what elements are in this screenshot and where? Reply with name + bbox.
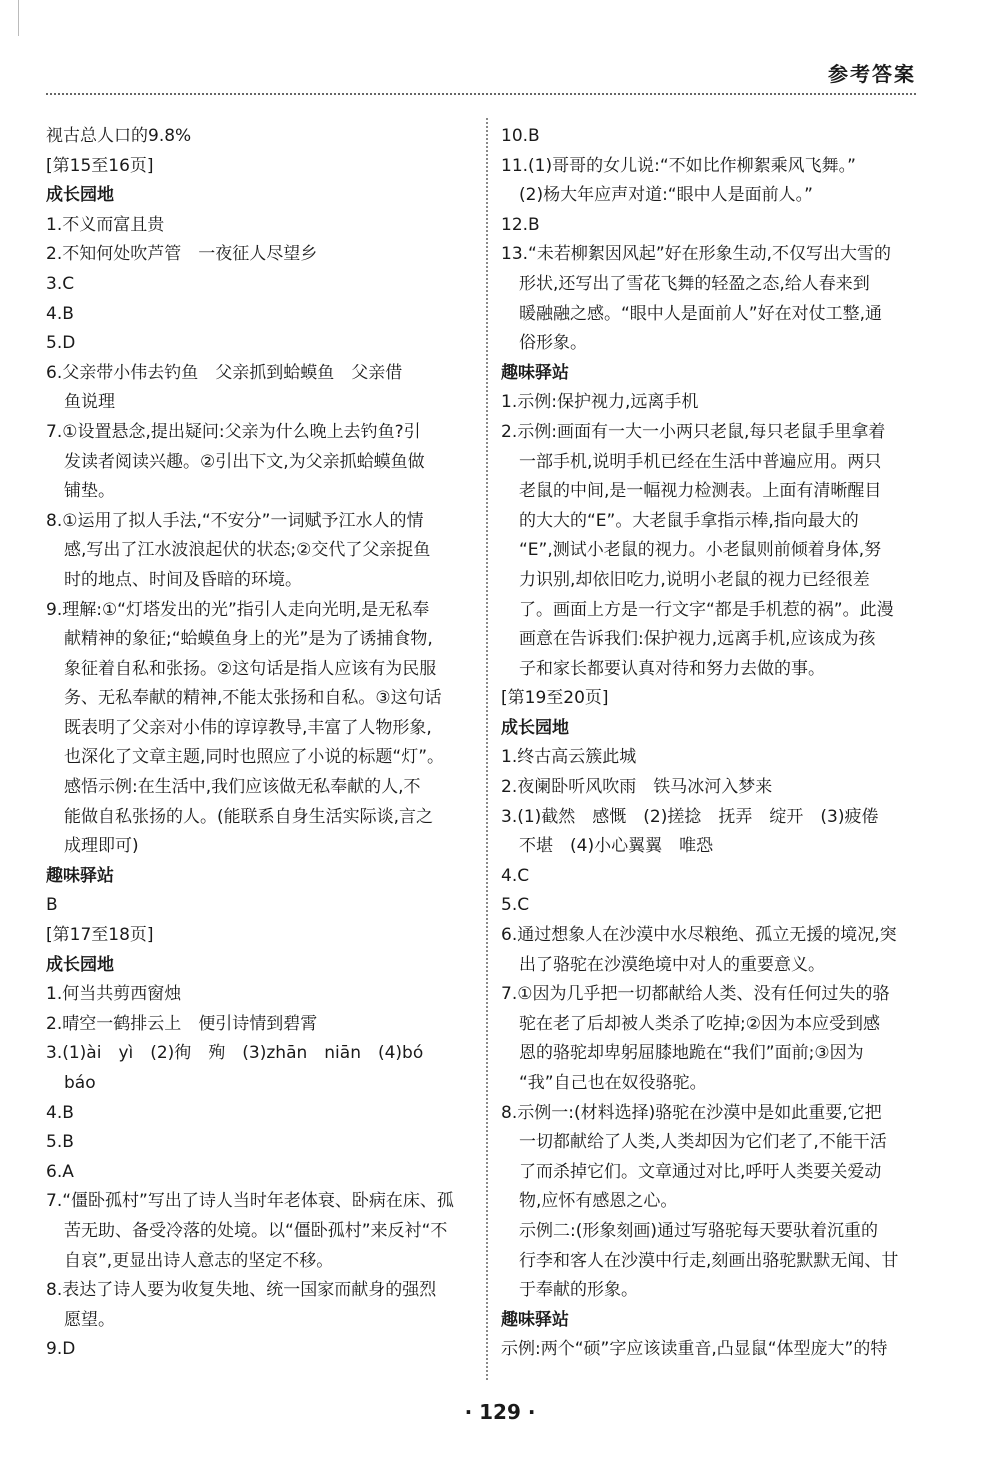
answer-line: 4.B xyxy=(46,303,74,324)
answer-line: 2.晴空一鹤排云上 便引诗情到碧霄 xyxy=(46,1013,318,1034)
section-heading: 趣味驿站 xyxy=(501,362,569,383)
answer-line: 苦无助、备受冷落的处境。以“僵卧孤村”来反衬“不 xyxy=(64,1220,448,1241)
column-divider xyxy=(486,118,488,1380)
answer-line: 不堪 (4)小心翼翼 唯恐 xyxy=(519,836,714,857)
answer-line: 3.(1)截然 感慨 (2)搓捻 抚弄 绽开 (3)疲倦 xyxy=(501,806,879,827)
answer-line: 既表明了父亲对小伟的谆谆教导,丰富了人物形象, xyxy=(64,717,432,738)
answer-line: 4.B xyxy=(46,1102,74,1123)
answer-line: 了而杀掉它们。文章通过对比,呼吁人类要关爱动 xyxy=(519,1161,882,1182)
left-column xyxy=(46,122,471,1365)
page-number: · 129 · xyxy=(464,1400,536,1424)
answer-line: 恩的骆驼却卑躬屈膝地跪在“我们”面前;③因为 xyxy=(519,1043,864,1064)
answer-line: 4.C xyxy=(501,865,530,886)
answer-line: 俗形象。 xyxy=(519,333,587,354)
answer-line: 示例:两个“硕”字应该读重音,凸显鼠“体型庞大”的特 xyxy=(501,1339,888,1360)
answer-line: 2.夜阑卧听风吹雨 铁马冰河入梦来 xyxy=(501,777,773,798)
answer-line: 能做自私张扬的人。(能联系自身生活实际谈,言之 xyxy=(64,806,434,827)
answer-line: 一切都献给了人类,人类却因为它们老了,不能干活 xyxy=(519,1132,887,1153)
answer-line: 1.示例:保护视力,远离手机 xyxy=(501,392,699,413)
page-range-label: [第17至18页] xyxy=(46,925,154,946)
answer-line: 1.何当共剪西窗烛 xyxy=(46,984,182,1005)
answer-line: 愿望。 xyxy=(64,1309,115,1330)
section-heading: 成长园地 xyxy=(46,954,114,975)
answer-line: (2)杨大年应声对道:“眼中人是面前人。” xyxy=(519,185,813,206)
answer-line: 9.理解:①“灯塔发出的光”指引人走向光明,是无私奉 xyxy=(46,599,430,620)
answer-line: 行李和客人在沙漠中行走,刻画出骆驼默默无闻、甘 xyxy=(519,1250,899,1271)
answer-line: 了。画面上方是一行文字“都是手机惹的祸”。此漫 xyxy=(519,599,894,620)
answer-line: 6.通过想象人在沙漠中水尽粮绝、孤立无援的境况,突 xyxy=(501,925,897,946)
answer-line: 8.表达了诗人要为收复失地、统一国家而献身的强烈 xyxy=(46,1280,437,1301)
section-heading: 成长园地 xyxy=(501,717,569,738)
answer-line: 成理即可) xyxy=(64,836,139,857)
answer-line: 视古总人口的9.8% xyxy=(46,126,192,146)
answer-line: “E”,测试小老鼠的视力。小老鼠则前倾着身体,努 xyxy=(519,540,882,561)
section-heading: 趣味驿站 xyxy=(501,1309,569,1330)
answer-line: 3.(1)ài yì (2)徇 殉 (3)zhān niān (4)bó xyxy=(46,1043,424,1064)
answer-line: 子和家长都要认真对待和努力去做的事。 xyxy=(519,658,825,679)
answer-line: 出了骆驼在沙漠绝境中对人的重要意义。 xyxy=(519,954,825,975)
answer-line: 13.“未若柳絮因风起”好在形象生动,不仅写出大雪的 xyxy=(501,244,892,265)
crop-mark xyxy=(18,0,19,36)
answer-line: 老鼠的中间,是一幅视力检测表。上面有清晰醒目 xyxy=(519,481,882,502)
answer-line: 5.D xyxy=(46,333,76,354)
answer-line: 献精神的象征;“蛤蟆鱼身上的光”是为了诱捕食物, xyxy=(64,629,433,650)
answer-line: 9.D xyxy=(46,1339,76,1360)
answer-line: 于奉献的形象。 xyxy=(519,1280,638,1301)
answer-line: 物,应怀有感恩之心。 xyxy=(519,1191,678,1212)
answer-line: 发读者阅读兴趣。②引出下文,为父亲抓蛤蟆鱼做 xyxy=(64,451,425,472)
header-title: 参考答案 xyxy=(828,62,916,86)
answer-line: 8.示例一:(材料选择)骆驼在沙漠中是如此重要,它把 xyxy=(501,1102,882,1123)
answer-line: 2.不知何处吹芦管 一夜征人尽望乡 xyxy=(46,244,318,265)
answer-line: báo xyxy=(64,1073,96,1093)
answer-line: 力识别,却依旧吃力,说明小老鼠的视力已经很差 xyxy=(519,569,870,590)
answer-line: 鱼说理 xyxy=(64,392,115,413)
answer-line: 画意在告诉我们:保护视力,远离手机,应该成为孩 xyxy=(519,629,876,650)
answer-line: B xyxy=(46,895,58,916)
answer-line: 感,写出了江水波浪起伏的状态;②交代了父亲捉鱼 xyxy=(64,540,431,561)
answer-line: 12.B xyxy=(501,214,540,235)
answer-line: 7.①设置悬念,提出疑问:父亲为什么晚上去钓鱼?引 xyxy=(46,421,421,442)
answer-line: 1.终古高云簇此城 xyxy=(501,747,637,768)
page-range-label: [第19至20页] xyxy=(501,688,609,709)
answer-line: “我”自己也在奴役骆驼。 xyxy=(519,1073,707,1093)
answer-line: 5.B xyxy=(46,1132,74,1153)
page-range-label: [第15至16页] xyxy=(46,155,154,176)
answer-line: 10.B xyxy=(501,126,540,146)
answer-line: 6.父亲带小伟去钓鱼 父亲抓到蛤蟆鱼 父亲借 xyxy=(46,362,403,383)
answer-line: 7.“僵卧孤村”写出了诗人当时年老体衰、卧病在床、孤 xyxy=(46,1191,454,1212)
answer-line: 5.C xyxy=(501,895,530,916)
answer-line: 时的地点、时间及昏暗的环境。 xyxy=(64,569,302,590)
answer-line: 11.(1)哥哥的女儿说:“不如比作柳絮乘风飞舞。” xyxy=(501,155,856,176)
right-column xyxy=(501,122,921,1365)
answer-line: 6.A xyxy=(46,1161,74,1182)
header-divider xyxy=(46,93,916,95)
section-heading: 成长园地 xyxy=(46,185,114,206)
answer-line: 象征着自私和张扬。②这句话是指人应该有为民服 xyxy=(64,658,437,679)
answer-line: 1.不义而富且贵 xyxy=(46,214,165,235)
answer-line: 务、无私奉献的精神,不能太张扬和自私。③这句话 xyxy=(64,688,442,709)
answer-line: 自哀”,更显出诗人意志的坚定不移。 xyxy=(64,1250,334,1271)
answer-line: 示例二:(形象刻画)通过写骆驼每天要驮着沉重的 xyxy=(519,1220,878,1241)
answer-line: 3.C xyxy=(46,273,75,294)
answer-line: 一部手机,说明手机已经在生活中普遍应用。两只 xyxy=(519,451,882,472)
answer-line: 也深化了文章主题,同时也照应了小说的标题“灯”。 xyxy=(64,747,445,768)
answer-line: 暖融融之感。“眼中人是面前人”好在对仗工整,通 xyxy=(519,303,883,324)
answer-line: 铺垫。 xyxy=(64,481,115,502)
answer-line: 感悟示例:在生活中,我们应该做无私奉献的人,不 xyxy=(64,777,421,798)
answer-line: 2.示例:画面有一大一小两只老鼠,每只老鼠手里拿着 xyxy=(501,421,886,442)
answer-line: 形状,还写出了雪花飞舞的轻盈之态,给人春来到 xyxy=(519,273,870,294)
answer-line: 的大大的“E”。大老鼠手拿指示棒,指向最大的 xyxy=(519,510,859,531)
section-heading: 趣味驿站 xyxy=(46,865,114,886)
answer-line: 驼在老了后却被人类杀了吃掉;②因为本应受到感 xyxy=(519,1013,880,1034)
answer-line: 8.①运用了拟人手法,“不安分”一词赋予江水人的情 xyxy=(46,510,424,531)
answer-line: 7.①因为几乎把一切都献给人类、没有任何过失的骆 xyxy=(501,984,890,1005)
page-header xyxy=(0,0,1000,100)
